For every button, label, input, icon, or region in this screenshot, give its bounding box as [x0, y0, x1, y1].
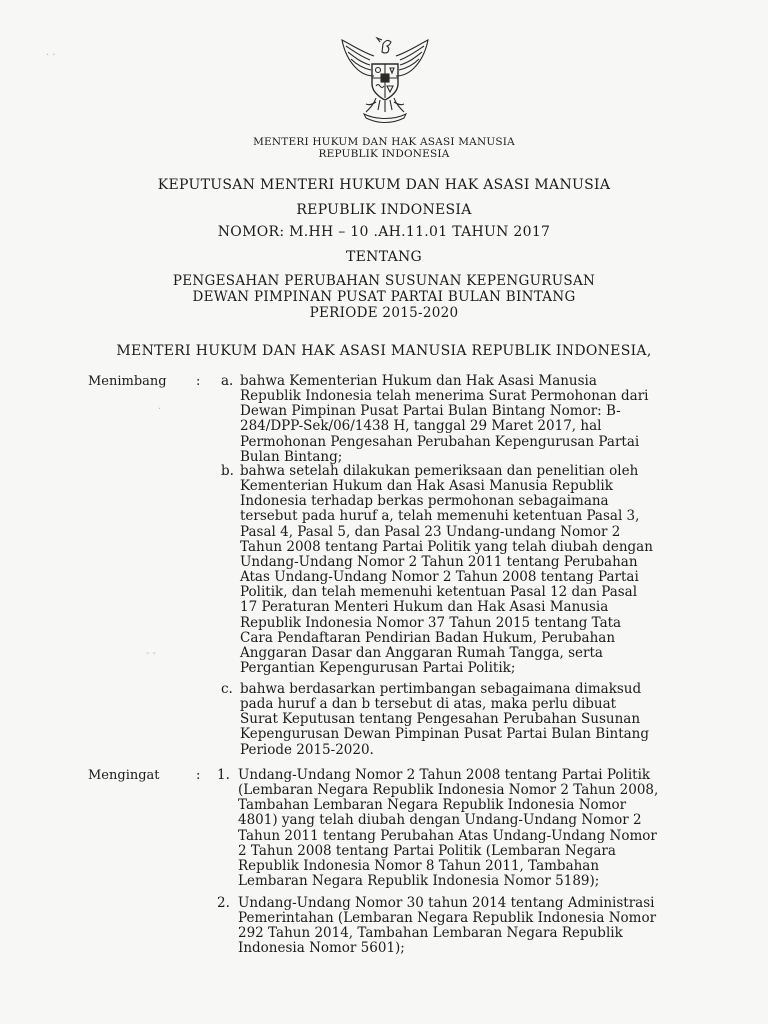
decree-subject-line2: DEWAN PIMPINAN PUSAT PARTAI BULAN BINTANG [192, 289, 576, 305]
mengingat-item-2-text: Undang-Undang Nomor 30 tahun 2014 tentang Administrasi Pemerintahan (Lembaran Negara Republik Indonesia Nomor 292 Tahun 2014, Tambahan Lembaran Negara Republik Indonesia Nomor 5601); [238, 895, 657, 957]
scan-speck: - - [146, 648, 156, 659]
ministry-header-line1: MENTERI HUKUM DAN HAK ASASI MANUSIA [253, 136, 515, 148]
menimbang-item-a-text: bahwa Kementerian Hukum dan Hak Asasi Manusia Republik Indonesia telah menerima Surat Permohonan dari Dewan Pimpinan Pusat Partai Bulan Bintang Nomor: B- 284/DPP-Sek/06/1438 H, tanggal 29 Maret 2017, hal Permohonan Pengesahan Perubahan Kepengurusan Partai Bulan Bintang; [240, 373, 649, 465]
menimbang-item-b-marker: b. [221, 463, 234, 479]
mengingat-colon: : [196, 768, 201, 783]
menimbang-item-c-text: bahwa berdasarkan pertimbangan sebagaimana dimaksud pada huruf a dan b tersebut di atas, maka perlu dibuat Surat Keputusan tentang Pengesahan Perubahan Susunan Kepengurusan Dewan Pimpinan Pusat Partai Bulan Bintang Periode 2015-2020. [240, 681, 650, 758]
decree-about: TENTANG [345, 249, 423, 265]
menimbang-item-c-marker: c. [221, 681, 233, 697]
scan-speck: · [158, 404, 162, 415]
decree-issuer: MENTERI HUKUM DAN HAK ASASI MANUSIA REPUBLIK INDONESIA, [116, 343, 652, 359]
decree-number: NOMOR: M.HH – 10 .AH.11.01 TAHUN 2017 [217, 224, 551, 240]
ministry-header-line2: REPUBLIK INDONESIA [318, 148, 450, 160]
mengingat-item-1-marker: 1. [217, 767, 230, 783]
menimbang-item-b-text: bahwa setelah dilakukan pemeriksaan dan penelitian oleh Kementerian Hukum dan Hak Asasi Manusia Republik Indonesia terhadap berkas permohonan sebagaimana tersebut pada huruf a, telah memenuhi ketentuan Pasal 3, Pasal 4, Pasal 5, dan Pasal 23 Undang-undang Nomor 2 Tahun 2008 tentang Partai Politik yang telah diubah dengan Undang-Undang Nomor 2 Tahun 2011 tentang Perubahan Atas Undang-Undang Nomor 2 Tahun 2008 tentang Partai Politik, dan telah memenuhi ketentuan Pasal 12 dan Pasal 17 Peraturan Menteri Hukum dan Hak Asasi Manusia Republik Indonesia Nomor 37 Tahun 2015 tentang Tata Cara Pendaftaran Pendirian Badan Hukum, Perubahan Anggaran Dasar dan Anggaran Rumah Tangga, serta Pergantian Kepengurusan Partai Politik; [240, 463, 653, 677]
decree-title-line1: KEPUTUSAN MENTERI HUKUM DAN HAK ASASI MANUSIA [157, 177, 611, 193]
decree-subject-line1: PENGESAHAN PERUBAHAN SUSUNAN KEPENGURUSAN [172, 273, 596, 289]
menimbang-label: Menimbang [88, 374, 167, 389]
garuda-emblem-icon [336, 34, 434, 124]
mengingat-item-2-marker: 2. [217, 895, 230, 911]
mengingat-item-1-text: Undang-Undang Nomor 2 Tahun 2008 tentang Partai Politik (Lembaran Negara Republik Indonesia Nomor 2 Tahun 2008, Tambahan Lembaran Negara Republik Indonesia Nomor 4801) yang telah diubah dengan Undang-Undang Nomor 2 Tahun 2011 tentang Perubahan Atas Undang-Undang Nomor 2 Tahun 2008 tentang Partai Politik (Lembaran Negara Republik Indonesia Nomor 8 Tahun 2011, Tambahan Lembaran Negara Republik Indonesia Nomor 5189); [238, 767, 659, 890]
mengingat-label: Mengingat [88, 768, 160, 783]
scan-speck: · · [46, 50, 56, 61]
menimbang-item-a-marker: a. [221, 373, 234, 389]
decree-title-line2: REPUBLIK INDONESIA [296, 202, 472, 218]
decree-subject-line3: PERIODE 2015-2020 [309, 305, 459, 321]
menimbang-colon: : [196, 374, 201, 389]
